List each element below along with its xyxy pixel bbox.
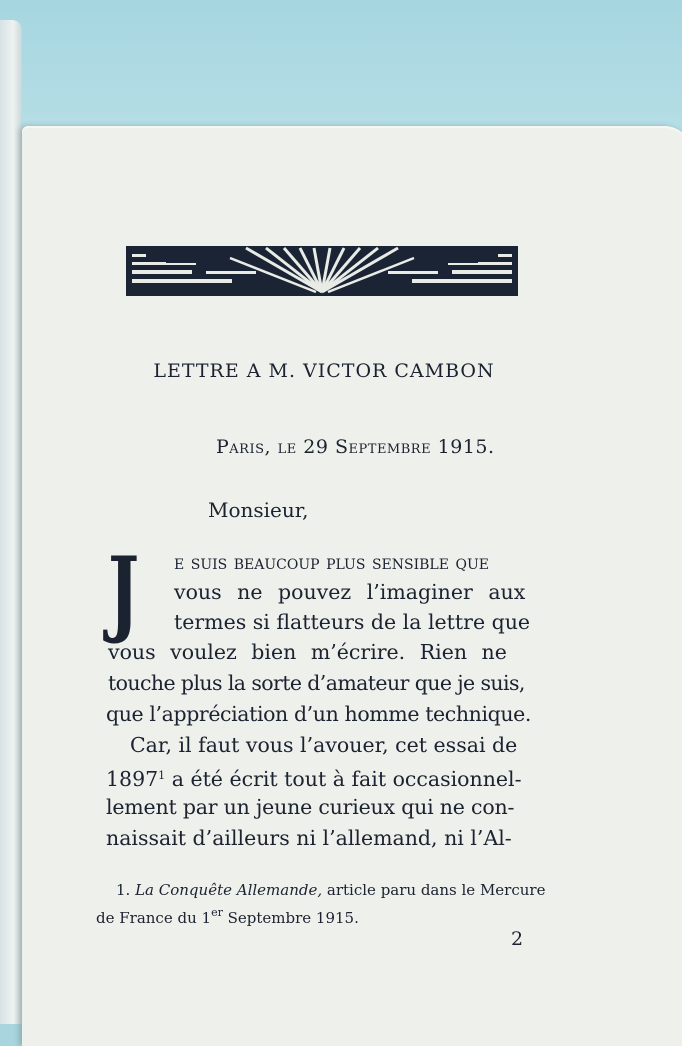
footnote-ref: 1 xyxy=(158,769,166,782)
footnote-text-2-start: de France du 1 xyxy=(96,909,212,927)
body-line-6: que l’appréciation d’un homme technique. xyxy=(106,702,531,726)
body-line-10: naissait d’ailleurs ni l’allemand, ni l’Al- xyxy=(106,826,512,850)
dateline-city: Paris xyxy=(216,436,265,458)
dateline-le: le xyxy=(277,436,297,458)
body-line-8 xyxy=(106,764,522,791)
dateline-month: Septembre xyxy=(335,436,432,458)
body-line-2: vous ne pouvez l’imaginer aux xyxy=(174,580,526,604)
dateline-day: 29 xyxy=(303,436,329,458)
footnote-line-1 xyxy=(116,880,545,900)
footnote-number: 1. xyxy=(116,881,131,899)
footnote-line-2 xyxy=(96,903,359,928)
body-line-1: e suis beaucoup plus sensible que xyxy=(174,550,489,574)
footnote-title: La Conquête Allemande, xyxy=(135,881,323,899)
body-line-3: termes si flatteurs de la lettre que xyxy=(174,610,531,634)
page-number: 2 xyxy=(511,928,524,950)
dateline-year: 1915. xyxy=(437,436,495,458)
year-1897: 1897 xyxy=(106,767,159,791)
body-line-4: vous voulez bien m’écrire. Rien ne xyxy=(108,640,507,664)
drop-cap: J xyxy=(108,537,140,647)
letter-heading: LETTRE A M. VICTOR CAMBON xyxy=(153,360,495,382)
footnote-text-1: article paru dans le Mercure xyxy=(326,881,546,899)
facing-page-edge xyxy=(0,20,22,1024)
line-8-rest: a été écrit tout à fait occasionnel- xyxy=(171,767,522,791)
body-line-5: touche plus la sorte d’amateur que je suis, xyxy=(108,671,525,695)
body-line-7: Car, il faut vous l’avouer, cet essai de xyxy=(130,733,518,757)
body-line-9: lement par un jeune curieux qui ne con- xyxy=(106,795,515,819)
salutation: Monsieur, xyxy=(208,498,309,522)
footnote-sup: er xyxy=(211,906,223,919)
footnote-text-2-end: Septembre 1915. xyxy=(227,909,359,927)
dateline: Paris, le 29 Septembre 1915. xyxy=(216,436,495,458)
art-deco-ornament xyxy=(126,246,518,296)
